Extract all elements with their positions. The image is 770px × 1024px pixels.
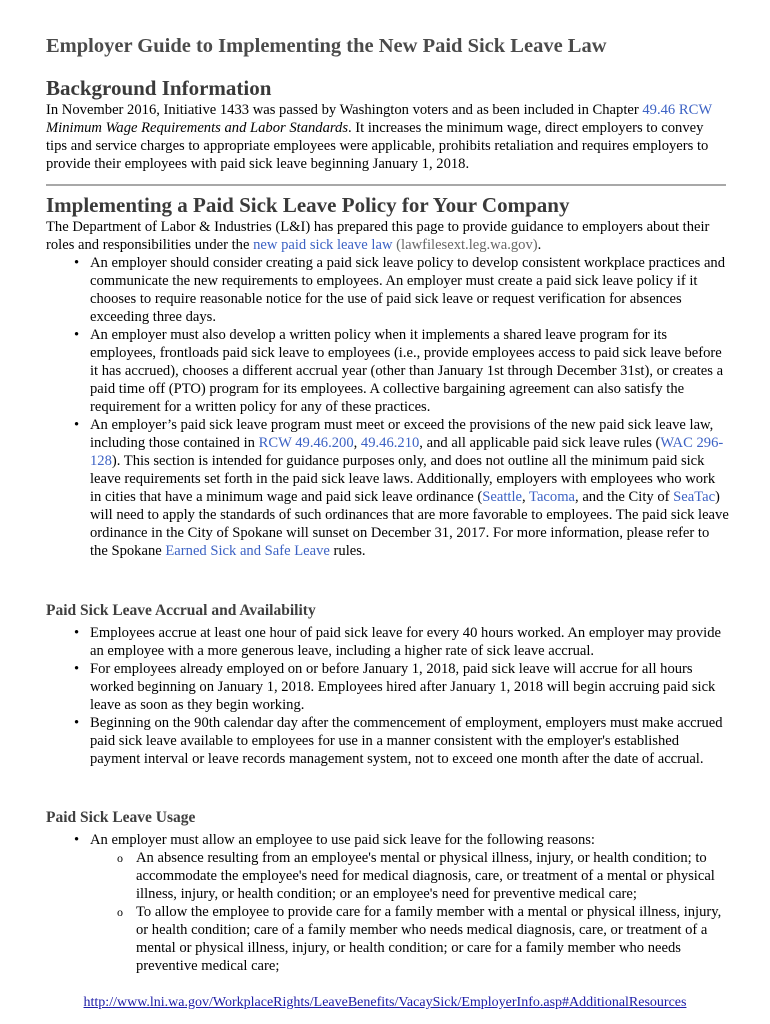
b3-text-7: ) will need to apply the standards of such ordinances that are more favorable to employees. The paid sick leave ordinance in the City of Spokane will sunset on December 31, 2017. For more information, please refer to the Spokane	[90, 489, 729, 559]
implementing-heading: Implementing a Paid Sick Leave Policy for Your Company	[46, 193, 570, 217]
background-text-2: . It increases the minimum wage, direct employers to convey tips and service charges to appropriate employees were applicable, prohibits retaliation and requires employers to provide their employees with paid sick leave beginning January 1, 2018.	[46, 120, 709, 172]
sub-list-item: o To allow the employee to provide care for a family member with a mental or physical illness, injury, or health condition; care of a family member who needs medical diagnosis, care, or treatment of a mental or physical illness, injury, or health condition; or care for a family member who needs preventive medical care;	[136, 903, 730, 975]
background-heading: Background Information	[46, 76, 272, 100]
footer	[0, 994, 770, 1012]
link-wac-296-128[interactable]: WAC 296-128	[90, 435, 724, 469]
intro-text-1: The Department of Labor & Industries (L&I) has prepared this page to provide guidance to employers about their roles and responsibilities under the	[46, 219, 710, 253]
sub-list-item: o An absence resulting from an employee's mental or physical illness, injury, or health condition; to accommodate the employee's need for medical diagnosis, care, or treatment of a mental or physical illness, injury, or health condition; or an employee's need for preventive medical care;	[136, 849, 730, 903]
link-new-paid-sick-leave-law[interactable]: new paid sick leave law	[253, 237, 393, 253]
implementing-intro	[46, 218, 726, 254]
list-item	[90, 831, 730, 975]
b3-text-4: ). This section is intended for guidance purposes only, and does not outline all the minimum paid sick leave requirements set forth in the paid sick leave laws. Additionally, employers with employees who work in cities that have a minimum wage and paid sick leave ordinance (	[90, 453, 716, 505]
link-49-46-rcw[interactable]: 49.46 RCW	[642, 102, 712, 118]
accrual-list	[90, 624, 730, 768]
implementing-list	[90, 254, 730, 560]
b3-text-1: An employer’s paid sick leave program must meet or exceed the provisions of the new paid sick leave law, including those contained in	[90, 417, 714, 451]
background-text-1: In November 2016, Initiative 1433 was passed by Washington voters and as been included in Chapter	[46, 102, 643, 118]
list-item: • An employer must also develop a written policy when it implements a shared leave program for its employees, frontloads paid sick leave to employees (i.e., provide employees access to paid sick leave before it has accrued), chooses a different accrual year (other than January 1st through December 31st), or creates a paid time off (PTO) program for its employees. A collective bargaining agreement can also satisfy the requirement for a written policy for any of these practices.	[90, 326, 730, 416]
usage-item-text: An employer must allow an employee to use paid sick leave for the following reasons:	[90, 832, 595, 848]
list-item: • Employees accrue at least one hour of paid sick leave for every 40 hours worked. An employer may provide an employee with a more generous leave, including a higher rate of sick leave accrual.	[90, 624, 730, 660]
link-seatac[interactable]: SeaTac	[673, 489, 716, 505]
b3-text-6: , and the City of	[575, 489, 674, 505]
accrual-heading: Paid Sick Leave Accrual and Availability	[46, 602, 316, 619]
link-earned-sick-and-safe-leave[interactable]: Earned Sick and Safe Leave	[165, 543, 330, 559]
usage-heading: Paid Sick Leave Usage	[46, 809, 196, 826]
background-italic-title: Minimum Wage Requirements and Labor Standards	[46, 120, 348, 136]
link-seattle[interactable]: Seattle	[482, 489, 522, 505]
link-tacoma[interactable]: Tacoma	[529, 489, 576, 505]
background-paragraph	[46, 101, 726, 173]
list-item: • For employees already employed on or before January 1, 2018, paid sick leave will accrue for all hours worked beginning on January 1, 2018. Employees hired after January 1, 2018 will begin accruing paid sick leave as soon as they begin working.	[90, 660, 730, 714]
usage-list	[90, 831, 730, 975]
list-item: • Beginning on the 90th calendar day after the commencement of employment, employers must make accrued paid sick leave available to employees for use in a manner consistent with the employer's established payment interval or leave records management system, not to exceed one month after the date of accrual.	[90, 714, 730, 768]
intro-text-2: .	[537, 237, 542, 253]
section-divider	[46, 184, 726, 186]
list-item: • An employer should consider creating a paid sick leave policy to develop consistent workplace practices and communicate the new requirements to employees. An employer must create a paid sick leave policy if it chooses to require reasonable notice for the use of paid sick leave or request verification for absences exceeding three days.	[90, 254, 730, 326]
link-rcw-49-46-200[interactable]: RCW 49.46.200	[258, 435, 354, 451]
footer-url-link[interactable]: http://www.lni.wa.gov/WorkplaceRights/LeaveBenefits/VacaySick/EmployerInfo.asp#AdditionalResources	[83, 995, 687, 1010]
b3-text-5: ,	[522, 489, 530, 505]
page-title: Employer Guide to Implementing the New Paid Sick Leave Law	[46, 35, 607, 57]
link-49-46-210[interactable]: 49.46.210	[360, 435, 420, 451]
list-item	[90, 416, 730, 560]
usage-sublist	[90, 849, 730, 975]
b3-text-2: ,	[353, 435, 361, 451]
intro-link-domain: (lawfilesext.leg.wa.gov)	[396, 237, 538, 253]
b3-text-8: rules.	[329, 543, 366, 559]
b3-text-3: , and all applicable paid sick leave rules (	[419, 435, 661, 451]
